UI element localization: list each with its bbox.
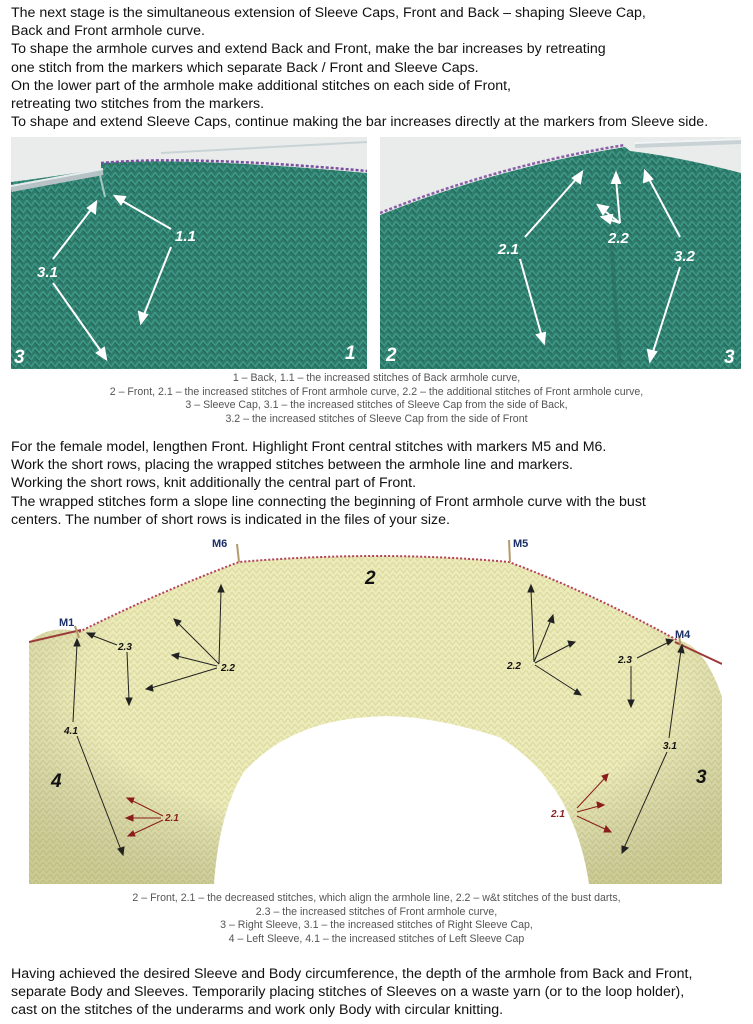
marker-label-m5: M5	[513, 538, 529, 550]
photo2-corner-label-left: 2	[386, 345, 397, 366]
intro-line: retreating two stitches from the markers.	[11, 96, 265, 113]
middle-line: Working the short rows, knit additionally the central part of Front.	[11, 475, 417, 492]
intro-line: The next stage is the simultaneous extension of Sleeve Caps, Front and Back – shaping Sleeve Cap,	[11, 5, 646, 21]
photo-front-armhole-image	[380, 137, 741, 369]
caption-line: 2 – Front, 2.1 – the increased stitches of Front armhole curve, 2.2 – the additional stitches of Front armhole curve,	[109, 385, 644, 398]
final-line: separate Body and Sleeves. Temporarily placing stitches of Sleeves on a waste yarn (or to the loop holder),	[11, 984, 685, 1001]
label-right-2-2: 2.2	[507, 661, 521, 672]
photo-yellow-yoke-image	[29, 532, 722, 884]
photo-yellow-yoke	[29, 532, 722, 884]
caption-line: 4 – Left Sleeve, 4.1 – the increased stitches of Left Sleeve Cap	[228, 932, 525, 945]
caption-line: 1 – Back, 1.1 – the increased stitches of Back armhole curve,	[232, 372, 521, 384]
label-right-2-3: 2.3	[618, 655, 632, 666]
photo1-corner-label-right: 1	[345, 343, 356, 364]
marker-label-m6: M6	[212, 538, 228, 550]
final-line: cast on the stitches of the underarms and work only Body with circular knitting.	[11, 1002, 504, 1019]
label-right-2-1: 2.1	[551, 809, 565, 820]
photo1-label-1-1: 1.1	[175, 228, 196, 245]
label-left-2-2: 2.2	[221, 663, 235, 674]
caption-line: 2.3 – the increased stitches of Front armhole curve,	[255, 905, 498, 918]
photo-back-armhole	[11, 137, 367, 369]
photo2-label-3-2: 3.2	[674, 248, 695, 265]
photo2-label-2-2: 2.2	[608, 230, 629, 247]
label-right-3-1: 3.1	[663, 741, 677, 752]
intro-line: To shape and extend Sleeve Caps, continue making the bar increases directly at the markers from Sleeve side.	[11, 114, 709, 131]
intro-line: On the lower part of the armhole make additional stitches on each side of Front,	[11, 77, 511, 94]
photo1-corner-label-left: 3	[14, 347, 25, 368]
label-front: 2	[365, 568, 376, 589]
intro-line: one stitch from the markers which separate Back / Front and Sleeve Caps.	[11, 59, 479, 76]
intro-line: To shape the armhole curves and extend Back and Front, make the bar increases by retreating	[11, 41, 606, 58]
caption-line: 3 – Sleeve Cap, 3.1 – the increased stitches of Sleeve Cap from the side of Back,	[185, 399, 568, 412]
caption-line: 2 – Front, 2.1 – the decreased stitches, which align the armhole line, 2.2 – w&t stitches of the bust darts,	[132, 892, 621, 904]
final-line: Having achieved the desired Sleeve and Body circumference, the depth of the armhole from Back and Front,	[11, 966, 693, 982]
middle-line: Work the short rows, placing the wrapped stitches between the armhole line and markers.	[11, 457, 573, 474]
marker-label-m1: M1	[59, 617, 75, 629]
caption-line: 3.2 – the increased stitches of Sleeve Cap from the side of Front	[225, 412, 528, 425]
label-right-sleeve: 3	[696, 767, 707, 788]
photo-front-armhole	[380, 137, 741, 369]
middle-line: For the female model, lengthen Front. Highlight Front central stitches with markers M5 and M6.	[11, 439, 607, 455]
caption-yellow-photo	[0, 892, 753, 946]
label-left-2-1: 2.1	[165, 813, 179, 824]
intro-paragraph	[11, 4, 746, 131]
caption-line: 3 – Right Sleeve, 3.1 – the increased stitches of Right Sleeve Cap,	[220, 919, 533, 932]
middle-line: The wrapped stitches form a slope line connecting the beginning of Front armhole curve with the bust	[11, 493, 646, 510]
middle-paragraph	[11, 438, 746, 529]
middle-line: centers. The number of short rows is indicated in the files of your size.	[11, 511, 450, 528]
photo1-label-3-1: 3.1	[37, 264, 58, 281]
intro-line: Back and Front armhole curve.	[11, 23, 205, 40]
photo2-corner-label-right: 3	[724, 347, 735, 368]
label-left-sleeve: 4	[51, 771, 62, 792]
label-left-4-1: 4.1	[64, 726, 78, 737]
caption-green-photos	[0, 372, 753, 426]
final-paragraph	[11, 965, 746, 1020]
photo-back-armhole-image	[11, 137, 367, 369]
photo2-label-2-1: 2.1	[498, 241, 519, 258]
marker-label-m4: M4	[675, 629, 691, 641]
label-left-2-3: 2.3	[118, 642, 132, 653]
